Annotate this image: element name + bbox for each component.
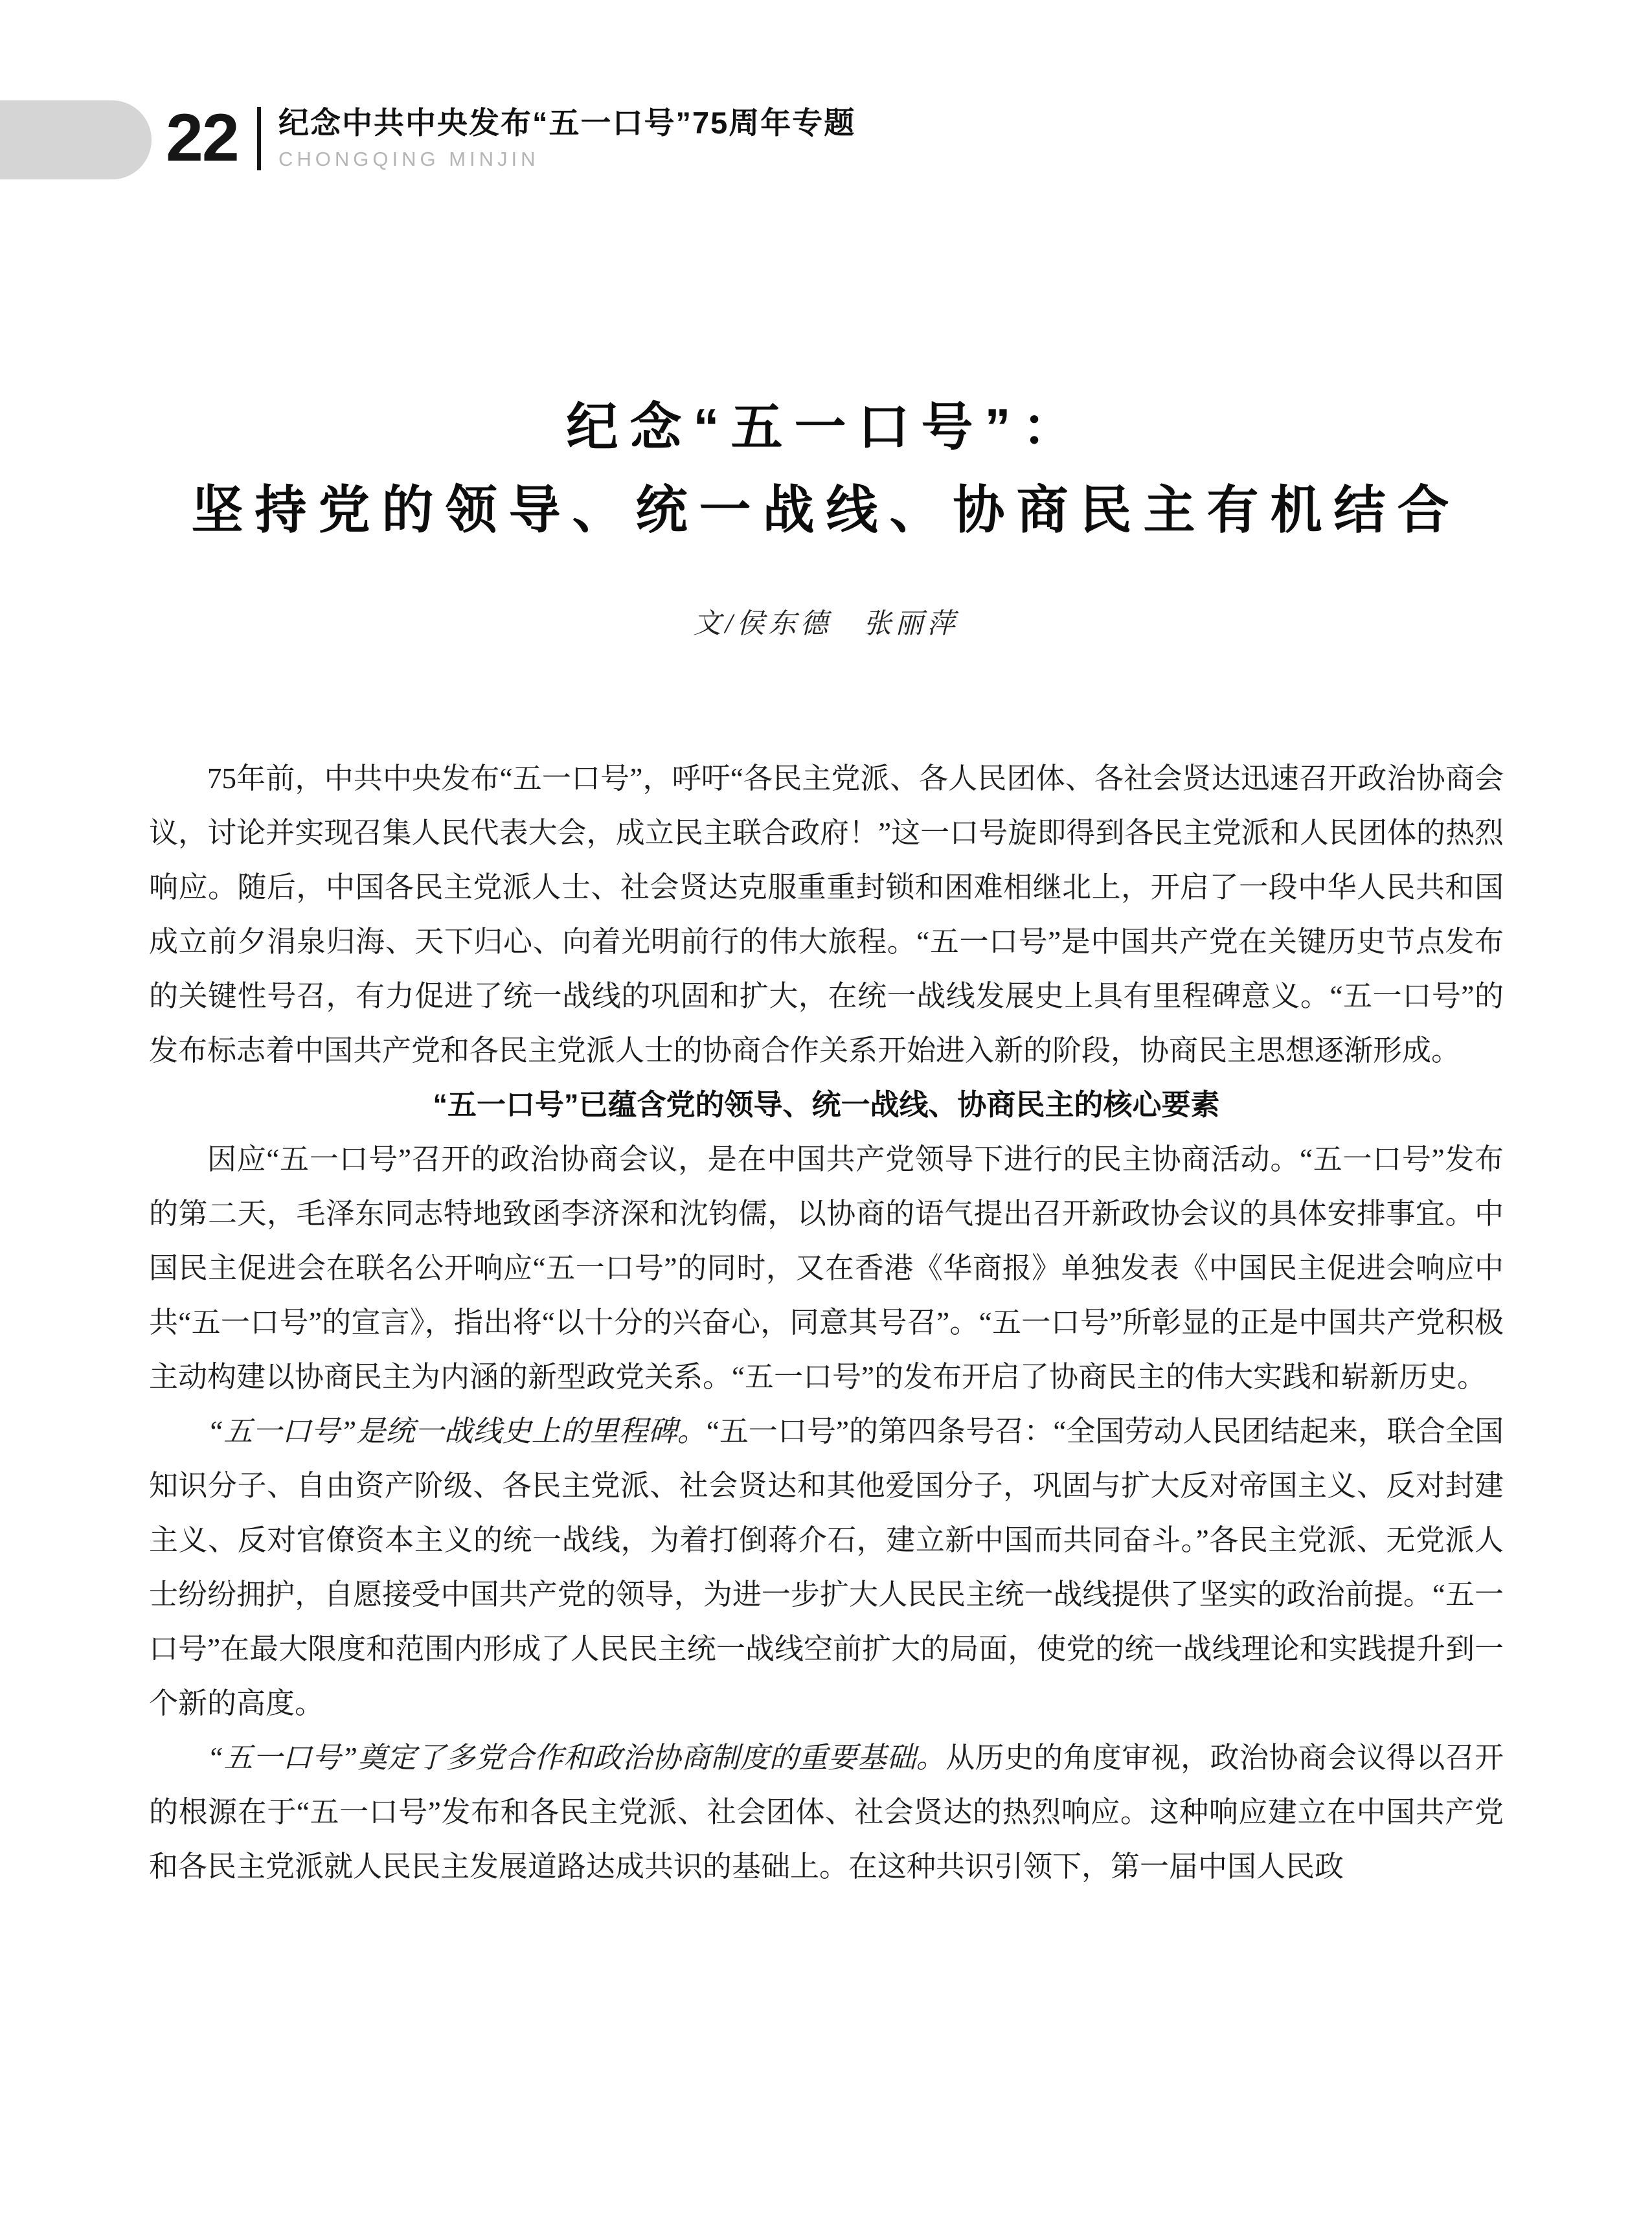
paragraph-4-lead: “五一口号”奠定了多党合作和政治协商制度的重要基础。 <box>207 1742 946 1774</box>
page-number: 22 <box>166 100 238 176</box>
paragraph-2-text: 因应“五一口号”召开的政治协商会议，是在中国共产党领导下进行的民主协商活动。“五一口号”发布的第二天，毛泽东同志特地致函李济深和沈钧儒，以协商的语气提出召开新政协会议的具体安排事宜。中国民主促进会在联名公开响应“五一口号”的同时，又在香港《华商报》单独发表《中国民主促进会响应中共“五一口号”的宣言》，指出将“以十分的兴奋心，同意其号召”。“五一口号”所彰显的正是中国共产党积极主动构建以协商民主为内涵的新型政党关系。“五一口号”的发布开启了协商民主的伟大实践和崭新历史。 <box>149 1143 1504 1393</box>
paragraph-4-text: 从历史的角度审视，政治协商会议得以召开的根源在于“五一口号”发布和各民主党派、社会团体、社会贤达的热烈响应。这种响应建立在中国共产党和各民主党派就人民民主发展道路达成共识的基础上。在这种共识引领下，第一届中国人民政 <box>149 1742 1504 1883</box>
paragraph-4 <box>149 1731 1504 1894</box>
article-body <box>149 751 1504 1894</box>
paragraph-3 <box>149 1404 1504 1731</box>
article-title-line1: 纪念“五一口号”： <box>566 398 1086 456</box>
header-text-group <box>278 106 855 170</box>
header-divider <box>257 107 261 170</box>
section-subheading: “五一口号”已蕴含党的领导、统一战线、协商民主的核心要素 <box>433 1088 1220 1121</box>
header-topic: 纪念中共中央发布“五一口号”75周年专题 <box>278 106 856 140</box>
paragraph-3-lead: “五一口号”是统一战线史上的里程碑。 <box>207 1415 707 1448</box>
paragraph-3-text: “五一口号”的第四条号召：“全国劳动人民团结起来，联合全国知识分子、自由资产阶级、各民主党派、社会贤达和其他爱国分子，巩固与扩大反对帝国主义、反对封建主义、反对官僚资本主义的统一战线，为着打倒蒋介石，建立新中国而共同奋斗。”各民主党派、无党派人士纷纷拥护，自愿接受中国共产党的领导，为进一步扩大人民民主统一战线提供了坚实的政治前提。“五一口号”在最大限度和范围内形成了人民民主统一战线空前扩大的局面，使党的统一战线理论和实践提升到一个新的高度。 <box>149 1415 1504 1720</box>
article-title-line2: 坚持党的领导、统一战线、协商民主有机结合 <box>191 481 1461 539</box>
article-title <box>0 386 1652 552</box>
paragraph-1 <box>149 751 1504 1078</box>
header-tab-shape <box>0 100 152 179</box>
article-byline: 文/侯东德 张丽萍 <box>693 609 959 639</box>
running-head <box>0 100 1652 181</box>
header-subtitle: CHONGQING MINJIN <box>278 148 539 170</box>
paragraph-2 <box>149 1132 1504 1404</box>
paragraph-1-text: 75年前，中共中央发布“五一口号”，呼吁“各民主党派、各人民团体、各社会贤达迅速召开政治协商会议，讨论并实现召集人民代表大会，成立民主联合政府！”这一口号旋即得到各民主党派和人民团体的热烈响应。随后，中国各民主党派人士、社会贤达克服重重封锁和困难相继北上，开启了一段中华人民共和国成立前夕涓泉归海、天下归心、向着光明前行的伟大旅程。“五一口号”是中国共产党在关键历史节点发布的关键性号召，有力促进了统一战线的巩固和扩大，在统一战线发展史上具有里程碑意义。“五一口号”的发布标志着中国共产党和各民主党派人士的协商合作关系开始进入新的阶段，协商民主思想逐渐形成。 <box>149 762 1504 1067</box>
